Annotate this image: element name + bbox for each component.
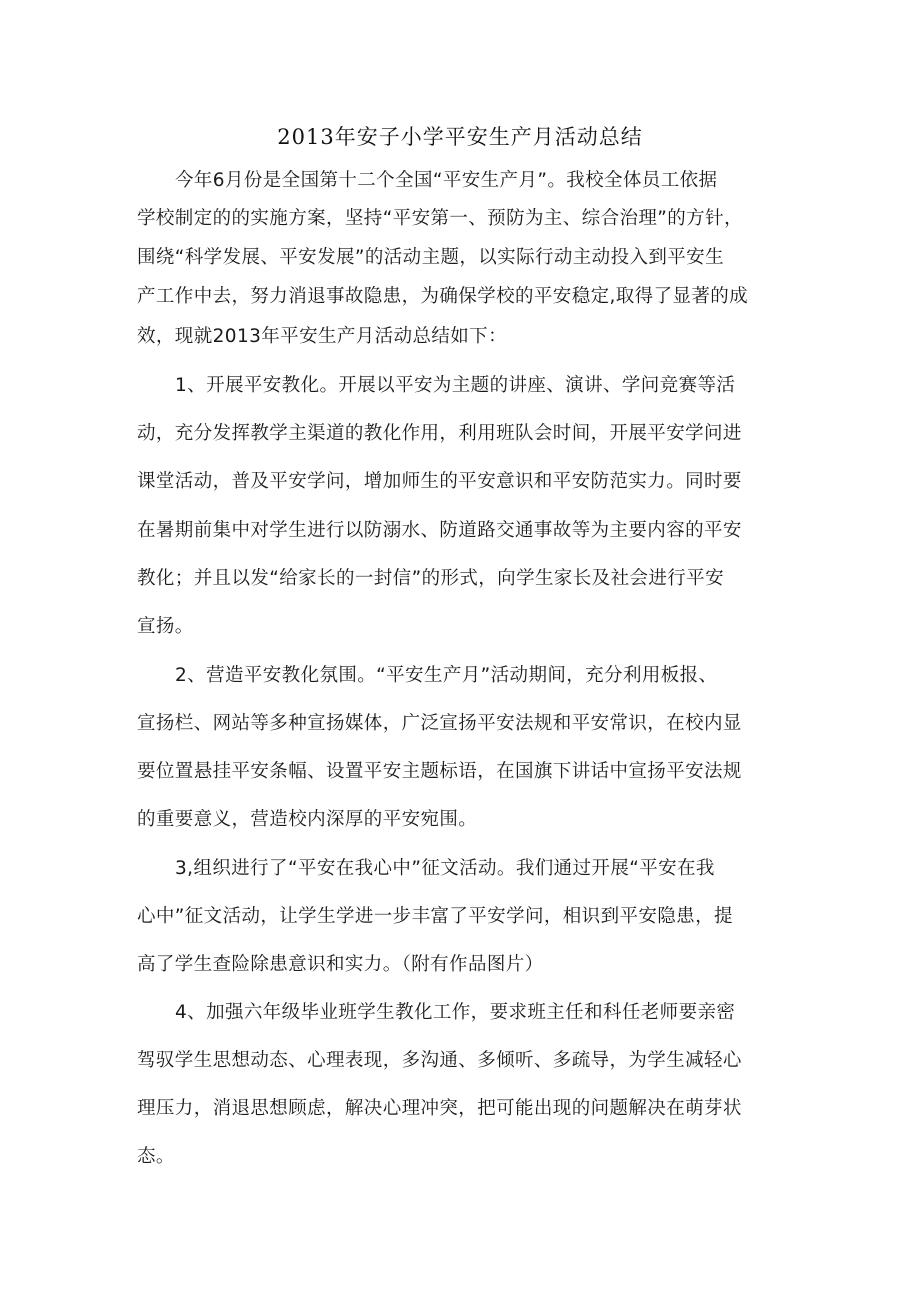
document-title: 2013年安子小学平安生产月活动总结 xyxy=(277,125,643,149)
paragraph-line: 2、营造平安教化氛围。“平安生产月”活动期间，充分利用板报、 xyxy=(175,665,718,686)
paragraph-line: 高了学生查险除患意识和实力。（附有作品图片） xyxy=(137,954,544,975)
paragraph-line: 理压力，消退思想顾虑，解决心理冲突，把可能出现的问题解决在萌芽状 xyxy=(137,1098,742,1119)
paragraph-line: 4、加强六年级毕业班学生教化工作，要求班主任和科任老师要亲密 xyxy=(175,1002,736,1023)
paragraph-line: 的重要意义，营造校内深厚的平安宛围。 xyxy=(137,809,478,830)
paragraph-line: 学校制定的的实施方案，坚持“平安第一、预防为主、综合治理”的方针， xyxy=(137,208,743,229)
paragraph-line: 效，现就2013年平安生产月活动总结如下： xyxy=(137,326,507,347)
paragraph-line: 宣扬。 xyxy=(137,616,194,637)
paragraph-line: 动，充分发挥教学主渠道的教化作用，利用班队会时间，开展平安学问进 xyxy=(137,423,742,444)
paragraph-line: 教化；并且以发“给家长的一封信”的形式，向学生家长及社会进行平安 xyxy=(137,568,724,589)
paragraph-line: 围绕“科学发展、平安发展”的活动主题，以实际行动主动投入到平安生 xyxy=(137,247,724,268)
paragraph-line: 今年6月份是全国第十二个全国“平安生产月”。我校全体员工依据 xyxy=(175,170,718,191)
paragraph-line: 态。 xyxy=(137,1146,175,1167)
paragraph-line: 要位置悬挂平安条幅、设置平安主题标语，在国旗下讲话中宣扬平安法规 xyxy=(137,761,742,782)
paragraph-line: 课堂活动，普及平安学问，增加师生的平安意识和平安防范实力。同时要 xyxy=(137,471,742,492)
paragraph-line: 1、开展平安教化。开展以平安为主题的讲座、演讲、学问竞赛等活 xyxy=(175,375,736,396)
paragraph-line: 产工作中去，努力消退事故隐患，为确保学校的平安稳定,取得了显著的成 xyxy=(137,286,749,307)
paragraph-line: 3,组织进行了“平安在我心中”征文活动。我们通过开展“平安在我 xyxy=(175,858,715,879)
paragraph-line: 驾驭学生思想动态、心理表现，多沟通、多倾听、多疏导，为学生减轻心 xyxy=(137,1050,742,1071)
paragraph-line: 心中”征文活动，让学生学进一步丰富了平安学问，相识到平安隐患，提 xyxy=(137,906,733,927)
paragraph-line: 在暑期前集中对学生进行以防溺水、防道路交通事故等为主要内容的平安 xyxy=(137,520,742,541)
paragraph-line: 宣扬栏、网站等多种宣扬媒体，广泛宣扬平安法规和平安常识，在校内显 xyxy=(137,713,742,734)
